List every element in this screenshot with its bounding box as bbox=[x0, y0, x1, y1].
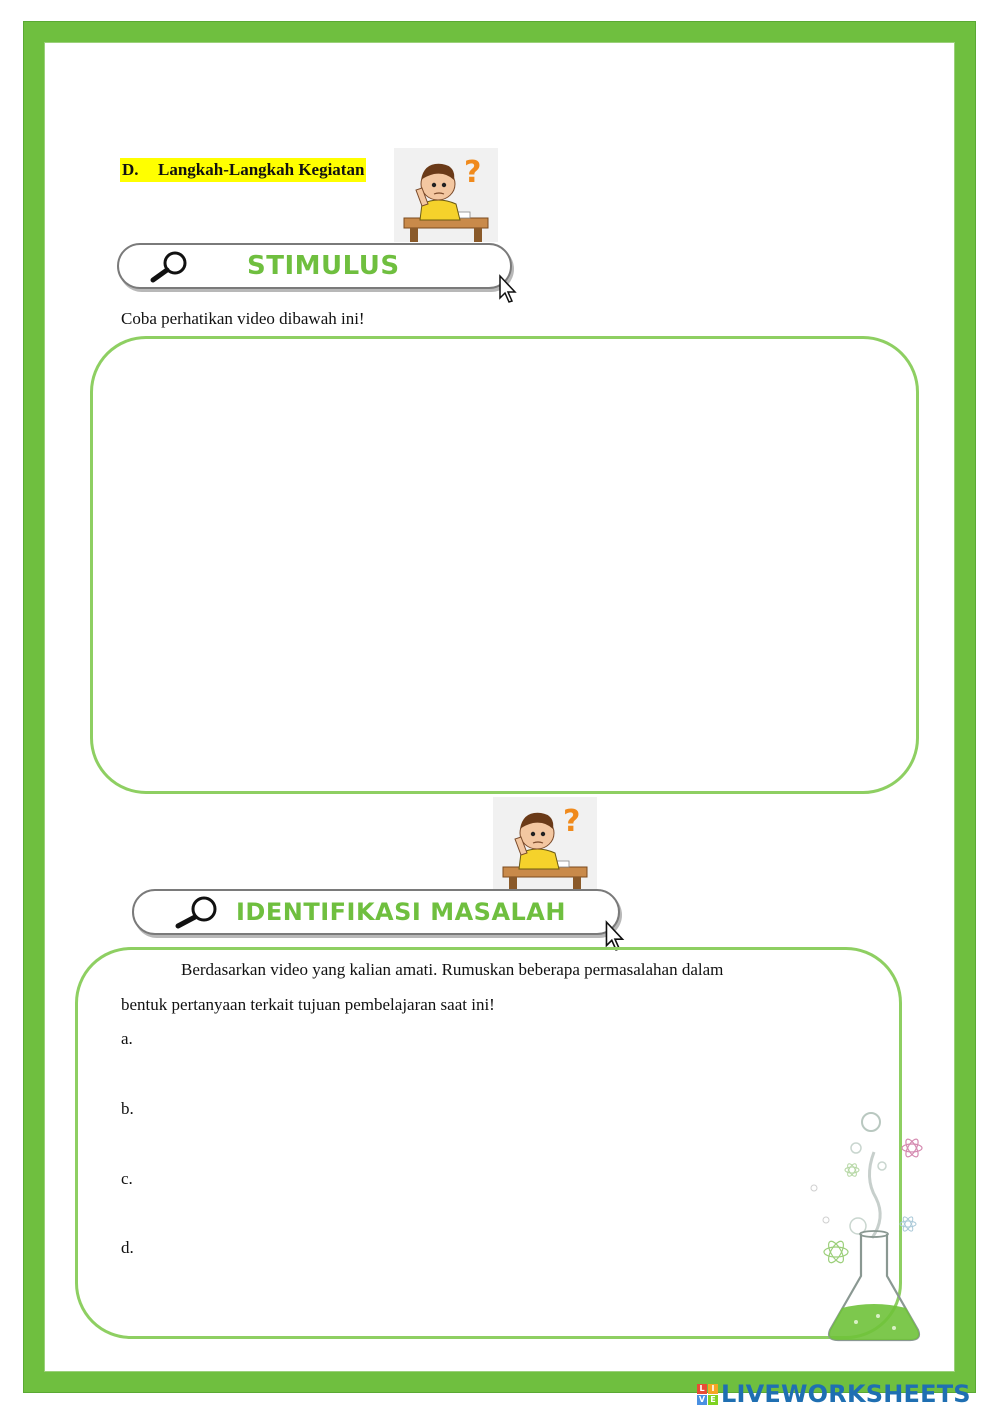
thinking-student-illustration bbox=[394, 148, 498, 242]
heading-number: D. bbox=[122, 160, 139, 179]
section-heading bbox=[120, 158, 366, 182]
liveworksheets-logo bbox=[697, 1380, 971, 1408]
heading-title: Langkah-Langkah Kegiatan bbox=[158, 160, 365, 179]
answer-item-b: b. bbox=[121, 1099, 134, 1118]
video-area[interactable] bbox=[90, 336, 919, 794]
logo-wordmark: LIVEWORKSHEETS bbox=[721, 1380, 971, 1408]
logo-tile-e: E bbox=[708, 1395, 718, 1405]
identifikasi-paragraph-line1: Berdasarkan video yang kalian amati. Rumuskan beberapa permasalahan dalam bbox=[181, 960, 724, 979]
stimulus-title: STIMULUS bbox=[247, 251, 400, 281]
stimulus-banner bbox=[117, 243, 512, 289]
answer-item-a: a. bbox=[121, 1029, 133, 1048]
pointer-cursor-icon bbox=[498, 274, 518, 304]
answer-item-d: d. bbox=[121, 1238, 134, 1257]
svg-text:?: ? bbox=[563, 804, 581, 839]
magnifier-icon-2 bbox=[170, 896, 222, 930]
chemistry-flask-icon bbox=[806, 1108, 936, 1348]
svg-text:?: ? bbox=[464, 155, 482, 190]
logo-tiles-icon bbox=[697, 1384, 718, 1405]
stimulus-instruction: Coba perhatikan video dibawah ini! bbox=[121, 309, 365, 328]
answer-item-c: c. bbox=[121, 1169, 133, 1188]
logo-tile-l: L bbox=[697, 1384, 707, 1394]
identifikasi-title: IDENTIFIKASI MASALAH bbox=[236, 898, 566, 926]
magnifier-icon bbox=[147, 250, 191, 284]
logo-tile-v: V bbox=[698, 1394, 706, 1404]
identifikasi-paragraph-line2: bentuk pertanyaan terkait tujuan pembelajaran saat ini! bbox=[121, 995, 495, 1014]
logo-tile-i: I bbox=[708, 1384, 718, 1394]
identifikasi-banner bbox=[132, 889, 620, 935]
thinking-student-illustration-2 bbox=[493, 797, 597, 891]
